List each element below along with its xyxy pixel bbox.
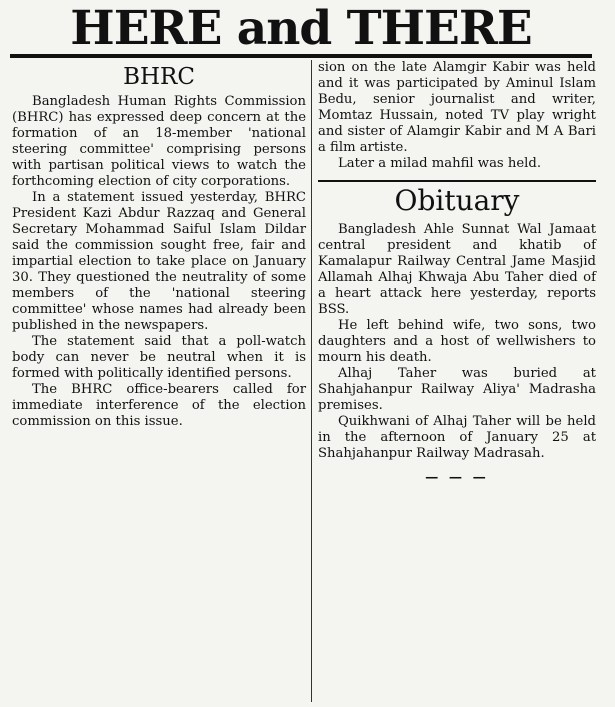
end-mark: — — — [425, 470, 489, 485]
bhrc-article [12, 60, 306, 430]
continued-article [318, 60, 596, 172]
bhrc-paragraph-2: In a statement issued yesterday, BHRC President Kazi Abdur Razzaq and General Secretary Mohammad Saiful Islam Dildar said the commission sought free, fair and impartial election to take place on January 30. They questioned the neutrality of some members of the 'national steering committee' whose names had already been published in the newspapers. [12, 190, 306, 333]
obituary-paragraph-2: He left behind wife, two sons, two daughters and a host of wellwishers to mourn his death. [318, 318, 596, 365]
bhrc-paragraph-4: The BHRC office-bearers called for immediate interference of the election commission on this issue. [12, 382, 306, 429]
obituary-paragraph-4: Quikhwani of Alhaj Taher will be held in the afternoon of January 25 at Shahjahanpur Railway Madrasah. [318, 414, 596, 461]
obituary-headline: Obituary [318, 180, 596, 218]
obituary-article [318, 180, 596, 486]
column-divider [311, 60, 312, 702]
obituary-paragraph-3: Alhaj Taher was buried at Shahjahanpur Railway Aliya' Madrasha premises. [318, 366, 596, 413]
bhrc-paragraph-1: Bangladesh Human Rights Commission (BHRC) has expressed deep concern at the formation of an 18-member 'national steering committee' comprising persons with partisan political views to watch the forthcoming election of city corporations. [12, 94, 306, 189]
continued-paragraph-1: sion on the late Alamgir Kabir was held and it was participated by Aminul Islam Bedu, senior journalist and writer, Momtaz Hussain, noted TV play wright and sister of Alamgir Kabir and M A Bari a film artiste. [318, 60, 596, 155]
continued-paragraph-2: Later a milad mahfil was held. [338, 156, 542, 171]
bhrc-paragraph-3: The statement said that a poll-watch body can never be neutral when it is formed with politically identified persons. [12, 334, 306, 381]
masthead [10, 0, 592, 58]
masthead-title: HERE and THERE [70, 1, 532, 56]
bhrc-headline: BHRC [123, 64, 195, 90]
right-column [318, 60, 596, 486]
obituary-paragraph-1: Bangladesh Ahle Sunnat Wal Jamaat central president and khatib of Kamalapur Railway Central Jame Masjid Allamah Alhaj Khwaja Abu Taher died of a heart attack here yesterday, reports BSS. [318, 222, 596, 317]
